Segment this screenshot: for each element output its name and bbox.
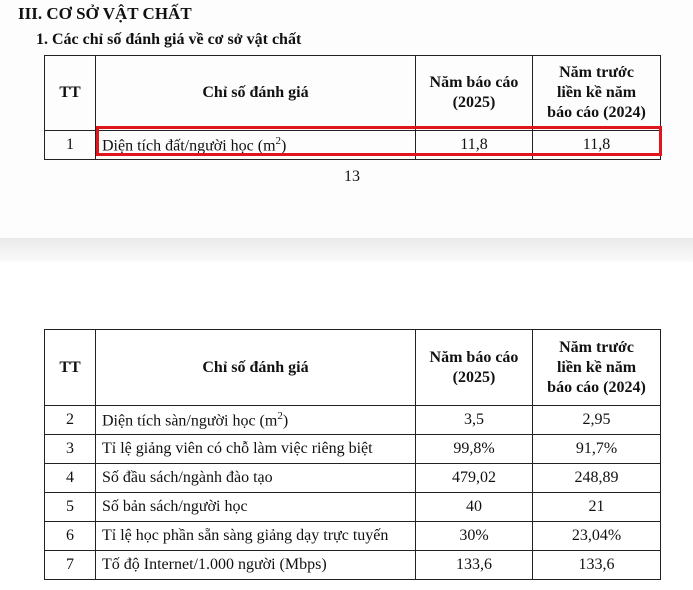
header-current-year: Năm báo cáo (2025) [416,56,533,131]
row-tt: 1 [45,131,96,160]
row-previous-value: 21 [533,493,661,522]
row-indicator: Tỉ lệ giảng viên có chỗ làm việc riêng biệt [96,435,416,464]
row-indicator: Tố độ Internet/1.000 người (Mbps) [96,551,416,580]
row-current-value: 479,02 [416,464,533,493]
row-indicator: Diện tích đất/người học $(m^2)$ [96,131,416,160]
row-previous-value: 91,7% [533,435,661,464]
page-number: 13 [344,168,360,185]
row-tt: 2 [45,406,96,435]
row-tt: 7 [45,551,96,580]
row-previous-value: 11,8 [533,131,661,160]
header-current-year: Năm báo cáo (2025) [416,330,533,406]
header-tt: TT [45,56,96,131]
row-indicator: Tỉ lệ học phần sẵn sàng giảng dạy trực tuyến [96,522,416,551]
row-current-value: 11,8 [416,131,533,160]
row-tt: 5 [45,493,96,522]
row-indicator: Diện tích sàn/người học $(m^2)$ [96,406,416,435]
row-tt: 3 [45,435,96,464]
row-current-value: 133,6 [416,551,533,580]
table-row [45,464,661,493]
row-previous-value: 2,95 [533,406,661,435]
row-current-value: 3,5 [416,406,533,435]
table-header-row [45,56,661,131]
subsection-title: 1. Các chỉ số đánh giá về cơ sở vật chất [36,31,302,48]
facilities-table-part2 [44,329,661,580]
header-indicator: Chỉ số đánh giá [96,56,416,131]
header-indicator: Chỉ số đánh giá [96,330,416,406]
table-header-row [45,330,661,406]
row-previous-value: 248,89 [533,464,661,493]
highlight-box [96,126,662,156]
row-previous-value: 133,6 [533,551,661,580]
row-current-value: 99,8% [416,435,533,464]
header-tt: TT [45,330,96,406]
row-current-value: 40 [416,493,533,522]
section-title: III. CƠ SỞ VẬT CHẤT [18,4,192,23]
header-previous-year: Năm trước liền kề năm báo cáo (2024) [533,330,661,406]
table-row [45,435,661,464]
table-row [45,493,661,522]
row-current-value: 30% [416,522,533,551]
row-indicator: Số đầu sách/ngành đào tạo [96,464,416,493]
row-indicator: Số bản sách/người học [96,493,416,522]
header-previous-year: Năm trước liền kề năm báo cáo (2024) [533,56,661,131]
row-tt: 6 [45,522,96,551]
table-row [45,406,661,435]
table-row [45,551,661,580]
row-tt: 4 [45,464,96,493]
table-row [45,522,661,551]
page-break [0,238,693,262]
row-previous-value: 23,04% [533,522,661,551]
